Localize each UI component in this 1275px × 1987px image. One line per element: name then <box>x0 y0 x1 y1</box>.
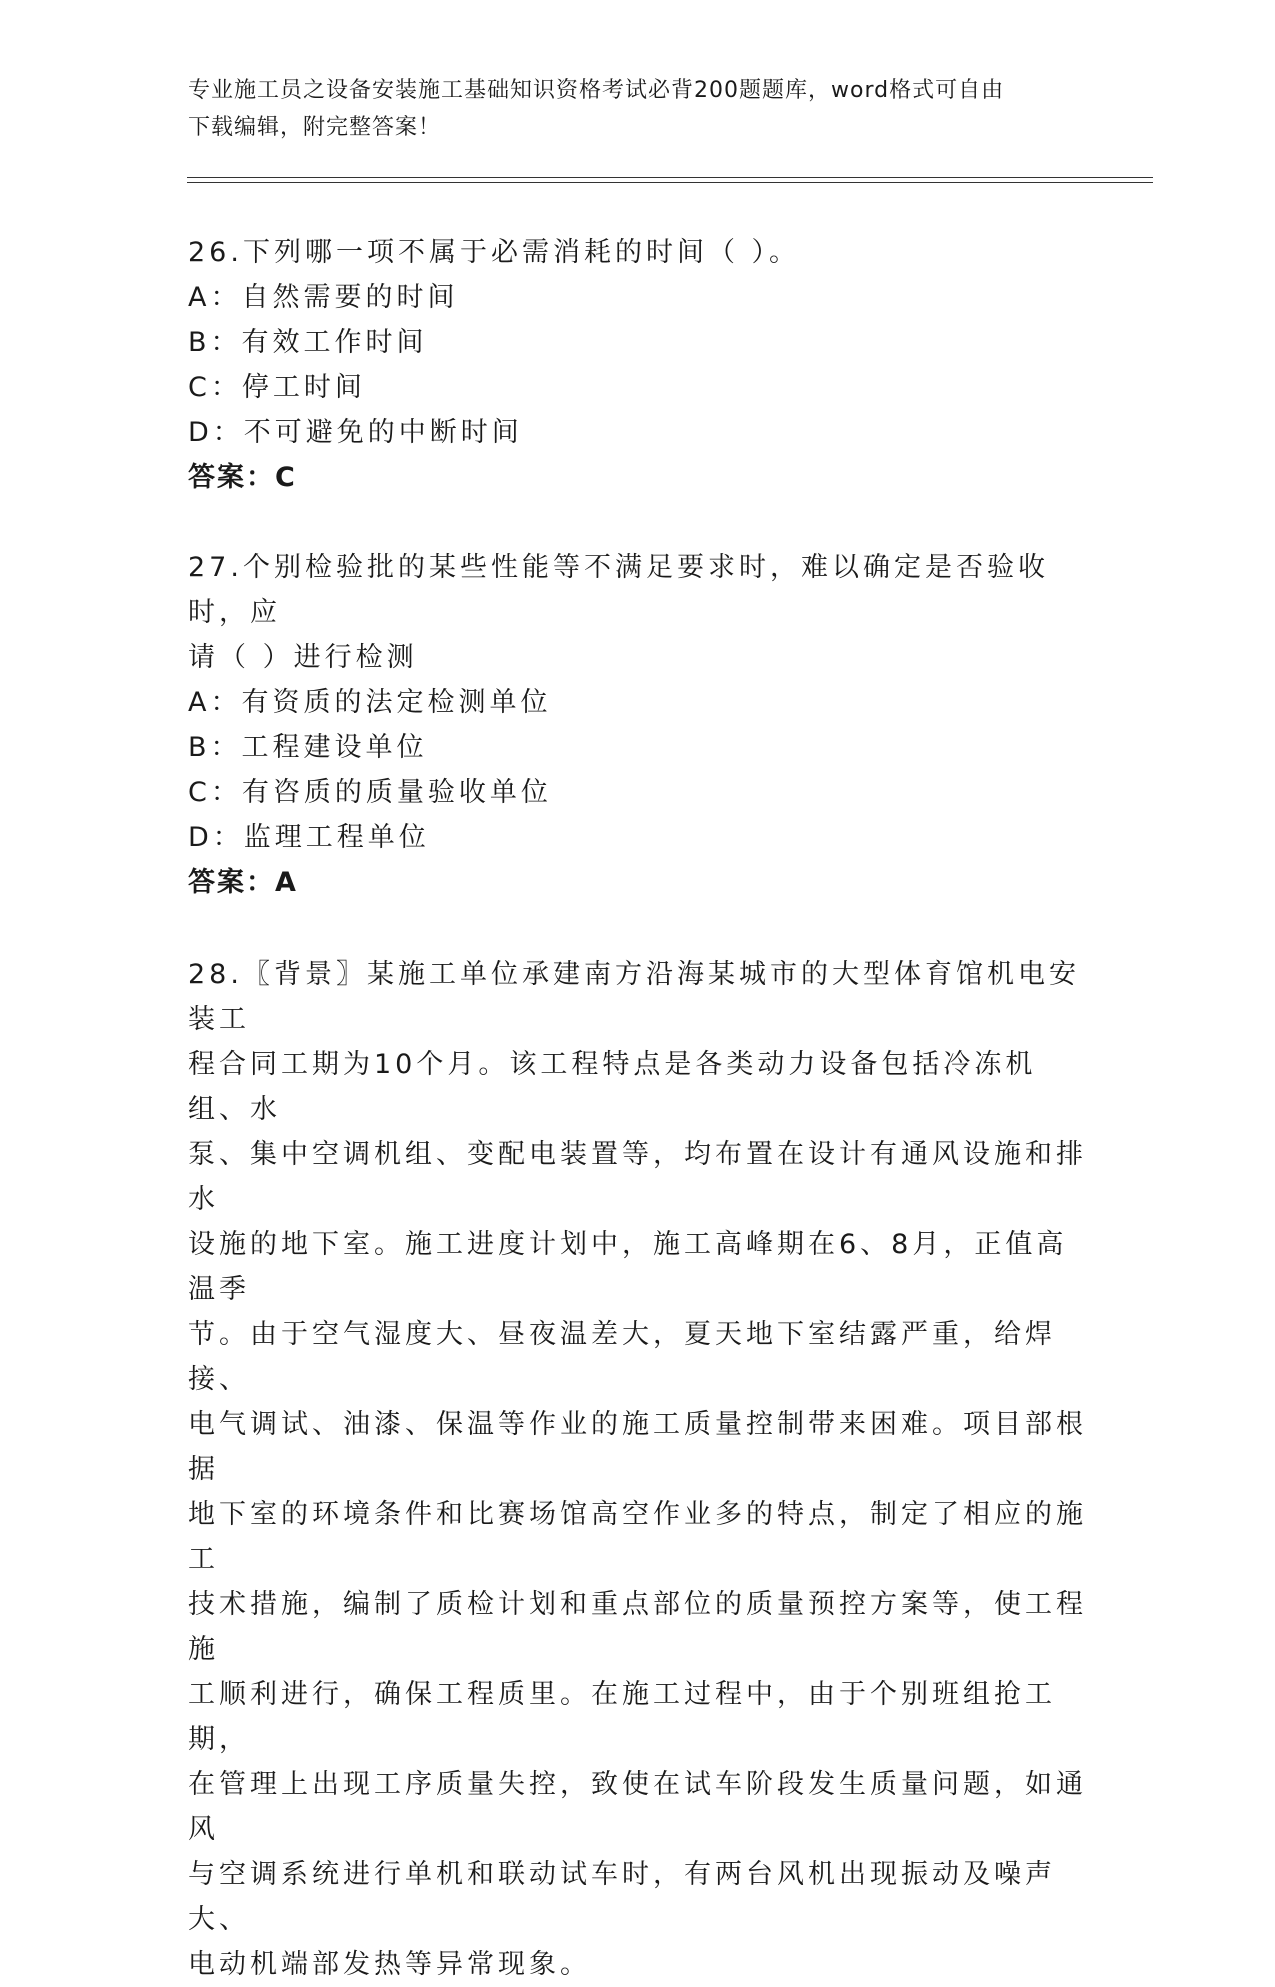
question-28 <box>188 952 1088 1987</box>
question-list <box>188 230 1088 1987</box>
background-line-3: 泵、集中空调机组、变配电装置等，均布置在设计有通风设施和排水 <box>188 1139 1087 1215</box>
background-line-4: 设施的地下室。施工进度计划中，施工高峰期在6、8月，正值高温季 <box>188 1229 1068 1305</box>
option-c: C：停工时间 <box>188 372 366 403</box>
header-line-2: 下载编辑，附完整答案！ <box>188 115 442 140</box>
background-line-6: 电气调试、油漆、保温等作业的施工质量控制带来困难。项目部根据 <box>188 1409 1087 1485</box>
question-27 <box>188 545 1088 905</box>
background-line-1: 28.〖背景〗某施工单位承建南方沿海某城市的大型体育馆机电安装工 <box>188 959 1080 1035</box>
answer-line: 答案：A <box>188 867 298 898</box>
background-line-2: 程合同工期为10个月。该工程特点是各类动力设备包括冷冻机组、水 <box>188 1049 1037 1125</box>
document-header <box>188 72 1068 146</box>
question-stem: 26.下列哪一项不属于必需消耗的时间（ ）。 <box>188 237 801 268</box>
option-b: B：工程建设单位 <box>188 732 428 763</box>
header-line-1: 专业施工员之设备安装施工基础知识资格考试必背200题题库，word格式可自由 <box>188 78 1005 103</box>
question-stem-line-2: 请（ ）进行检测 <box>188 642 418 673</box>
option-a: A：自然需要的时间 <box>188 282 459 313</box>
option-d: D：监理工程单位 <box>188 822 430 853</box>
background-line-5: 节。由于空气湿度大、昼夜温差大，夏天地下室结露严重，给焊接、 <box>188 1319 1056 1395</box>
option-c: C：有咨质的质量验收单位 <box>188 777 552 808</box>
background-line-8: 技术措施，编制了质检计划和重点部位的质量预控方案等，使工程施 <box>188 1589 1087 1665</box>
header-divider <box>187 177 1153 183</box>
background-line-9: 工顺利进行，确保工程质里。在施工过程中，由于个别班组抢工期， <box>188 1679 1056 1755</box>
answer-line: 答案：C <box>188 462 297 493</box>
question-26 <box>188 230 1088 500</box>
option-d: D：不可避免的中断时间 <box>188 417 523 448</box>
option-b: B：有效工作时间 <box>188 327 428 358</box>
background-line-11: 与空调系统进行单机和联动试车时，有两台风机出现振动及噪声大、 <box>188 1859 1056 1935</box>
background-line-10: 在管理上出现工序质量失控，致使在试车阶段发生质量问题，如通风 <box>188 1769 1087 1845</box>
background-line-12: 电动机端部发热等异常现象。 <box>188 1949 591 1980</box>
question-stem-line-1: 27.个别检验批的某些性能等不满足要求时，难以确定是否验收时，应 <box>188 552 1049 628</box>
option-a: A：有资质的法定检测单位 <box>188 687 552 718</box>
background-line-7: 地下室的环境条件和比赛场馆高空作业多的特点，制定了相应的施工 <box>188 1499 1087 1575</box>
